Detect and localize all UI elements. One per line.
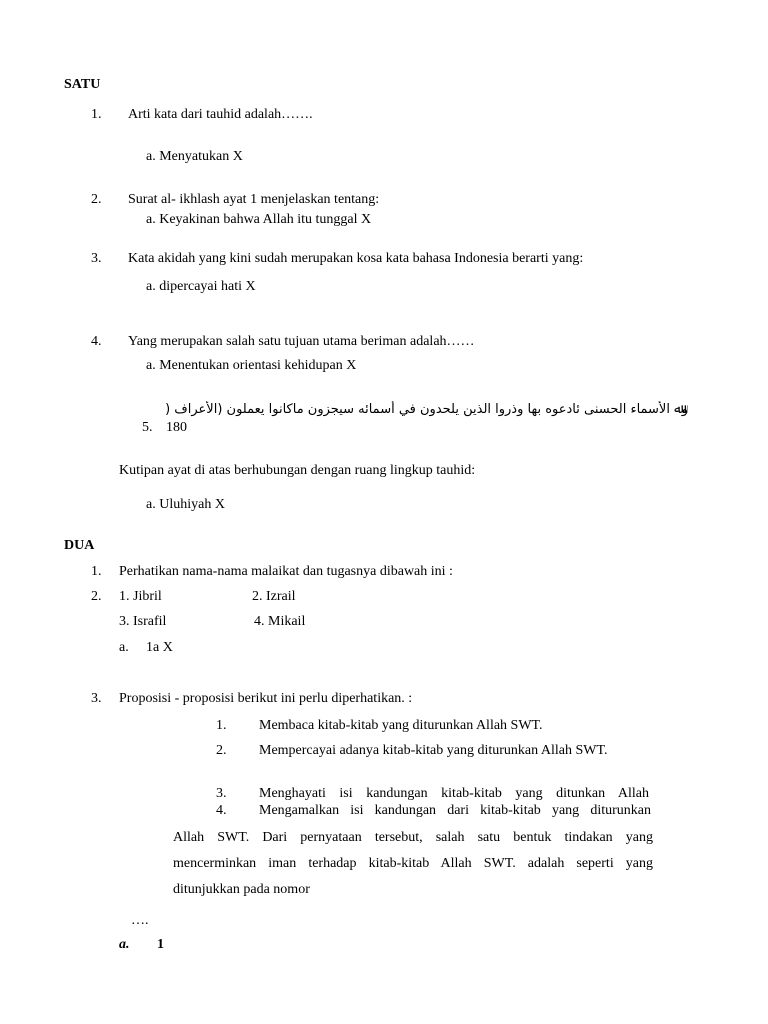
answer-text: a. Keyakinan bahwa Allah itu tunggal X [146, 212, 372, 227]
answer-text: 1 [157, 937, 164, 952]
answer-text: a. Menyatukan X [146, 149, 243, 164]
question-number: 3. [91, 691, 102, 706]
question-number: 2. [91, 192, 102, 207]
paragraph-line: mencerminkan iman terhadap kitab-kitab Allah SWT. adalah seperti yang [173, 856, 653, 871]
ellipsis: …. [131, 913, 149, 928]
paragraph-line: Allah SWT. Dari pernyataan tersebut, salah satu bentuk tindakan yang [173, 830, 653, 845]
question-number: 3. [91, 251, 102, 266]
question-number: 1. [91, 107, 102, 122]
question-text: Perhatikan nama-nama malaikat dan tugasnya dibawah ini : [119, 564, 453, 579]
list-item: Mempercayai adanya kitab-kitab yang diturunkan Allah SWT. [259, 743, 608, 758]
list-item-number: 1. [216, 718, 227, 733]
section-title-satu: SATU [64, 77, 101, 92]
question-number: 4. [91, 334, 102, 349]
question-text: Kutipan ayat di atas berhubungan dengan ruang lingkup tauhid: [119, 463, 476, 478]
question-text: Surat al- ikhlash ayat 1 menjelaskan tentang: [128, 192, 380, 207]
answer-text: 1a X [146, 640, 173, 655]
list-item: Menghayati isi kandungan kitab-kitab yang ditunkan Allah [259, 786, 649, 801]
list-item: Membaca kitab-kitab yang diturunkan Allah SWT. [259, 718, 543, 733]
question-text: Proposisi - proposisi berikut ini perlu diperhatikan. : [119, 691, 413, 706]
question-text: Arti kata dari tauhid adalah……. [128, 107, 313, 122]
list-item: 4. Mikail [254, 614, 306, 629]
list-item: Mengamalkan isi kandungan dari kitab-kitab yang diturunkan [259, 803, 651, 818]
answer-text: a. Uluhiyah X [146, 497, 225, 512]
arabic-verse: وﷲ الأسماء الحسنى ئادعوه بها وذروا الذين يلحدون في أسمائه سيجزون ماكانوا يعملون (الأعراف ( [165, 402, 688, 417]
question-number: 5. [142, 420, 153, 435]
question-number: 2. [91, 589, 102, 604]
question-text: Kata akidah yang kini sudah merupakan kosa kata bahasa Indonesia berarti yang: [128, 251, 584, 266]
answer-letter: a. [119, 640, 129, 655]
list-item-number: 2. [216, 743, 227, 758]
paragraph-line: ditunjukkan pada nomor [173, 882, 310, 897]
list-item: 1. Jibril [119, 589, 162, 604]
list-item-number: 4. [216, 803, 227, 818]
answer-text: a. Menentukan orientasi kehidupan X [146, 358, 357, 373]
answer-letter: a. [119, 937, 130, 952]
answer-text: a. dipercayai hati X [146, 279, 256, 294]
section-title-dua: DUA [64, 538, 95, 553]
question-number: 1. [91, 564, 102, 579]
list-item-number: 3. [216, 786, 227, 801]
list-item: 2. Izrail [252, 589, 296, 604]
question-text: 180 [166, 420, 187, 435]
list-item: 3. Israfil [119, 614, 167, 629]
question-text: Yang merupakan salah satu tujuan utama beriman adalah…… [128, 334, 475, 349]
